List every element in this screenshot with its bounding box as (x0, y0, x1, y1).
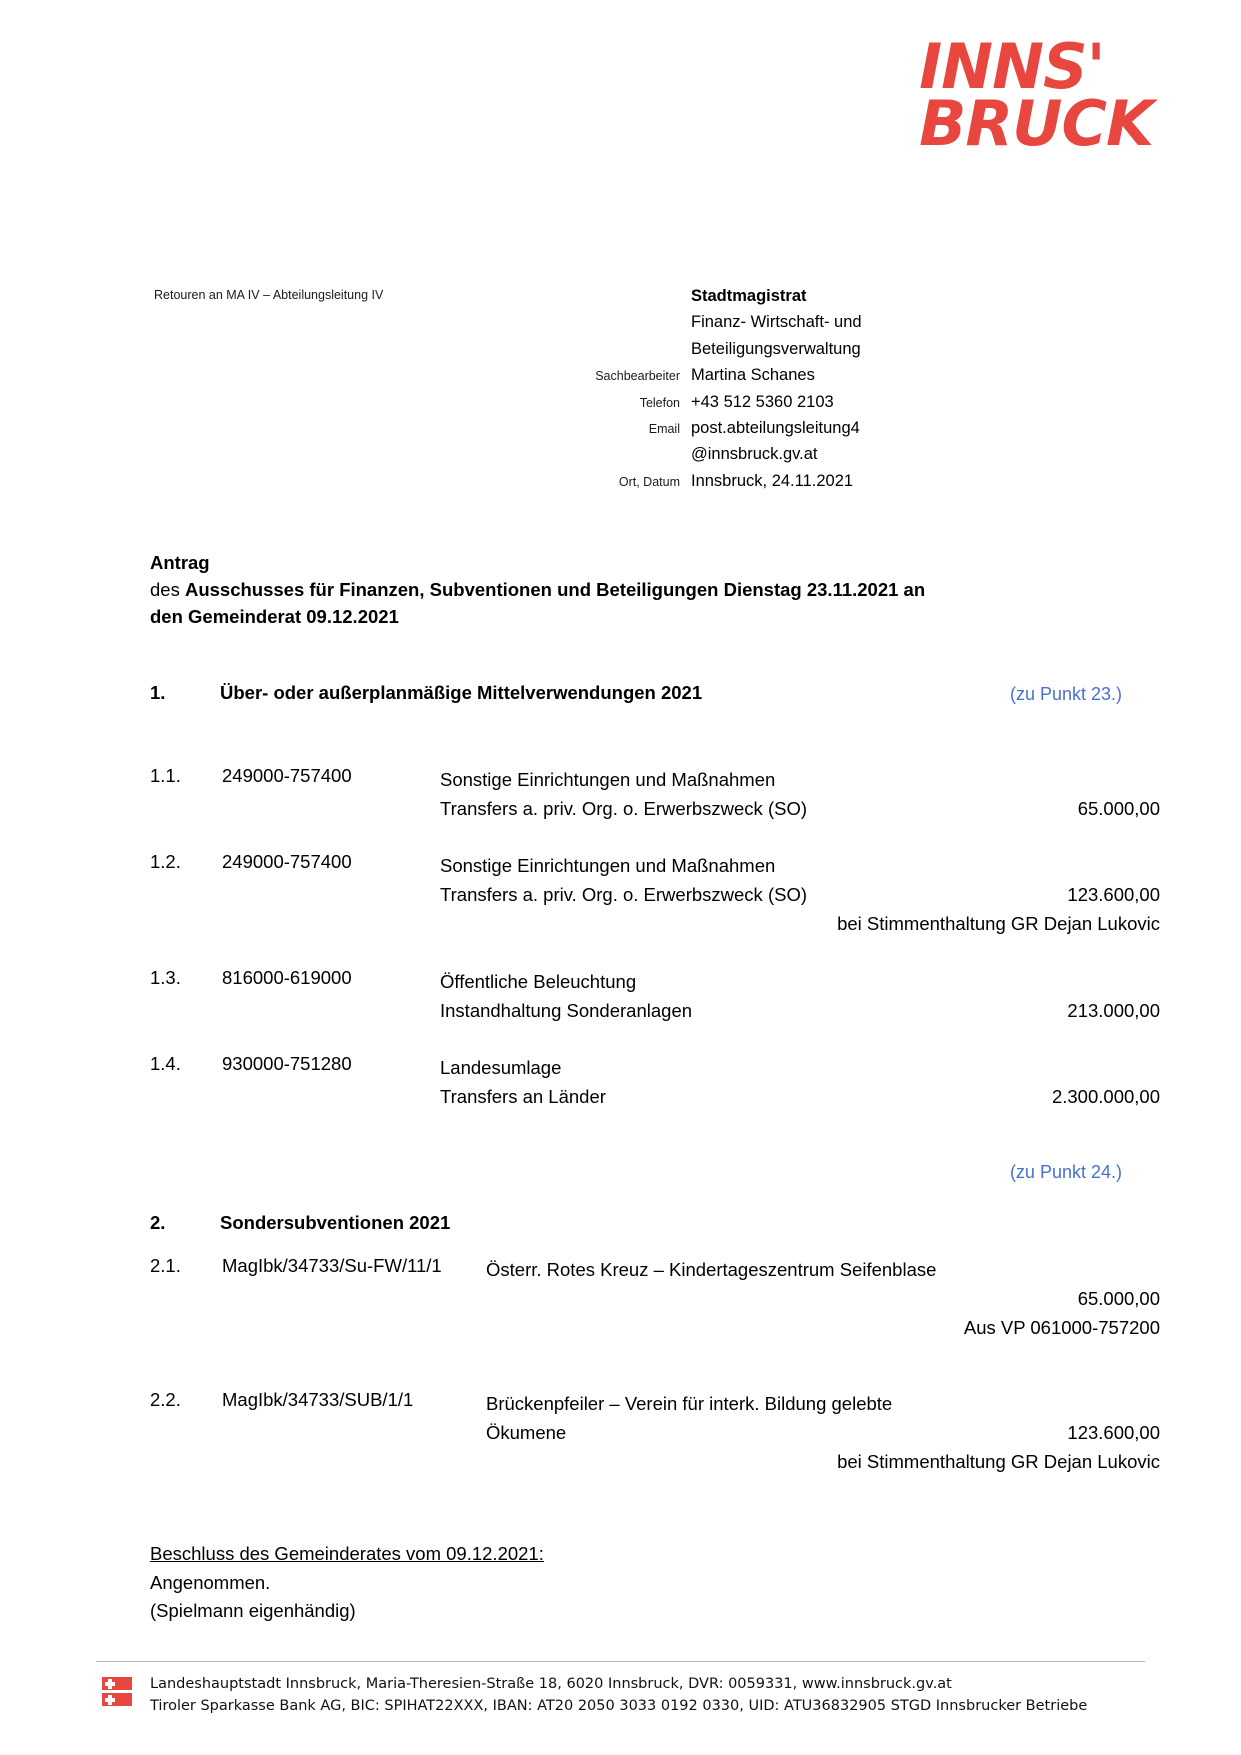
department-line-1: Finanz- Wirtschaft- und (691, 313, 862, 332)
item-desc-2: Transfers a. priv. Org. o. Erwerbszweck (SO) (440, 884, 807, 905)
item-code: 249000-757400 (222, 851, 352, 872)
contact-row-dept-2 (560, 336, 1030, 362)
contact-row-org (560, 283, 1030, 309)
item-index: 2.2. (150, 1389, 181, 1410)
item-line-2 (440, 1082, 1160, 1111)
section-2-reference: (zu Punkt 24.) (1009, 1162, 1122, 1182)
value-telefon: +43 512 5360 2103 (691, 392, 834, 411)
contact-row-dept-1 (560, 309, 1030, 335)
item-body (440, 851, 1160, 938)
item-desc-1: Öffentliche Beleuchtung (440, 971, 637, 992)
page-footer (0, 1661, 1241, 1717)
item-line-2 (440, 794, 1160, 823)
item-note: Aus VP 061000-757200 (963, 1317, 1160, 1338)
contact-row-email (560, 415, 1030, 441)
resolution-heading: Beschluss des Gemeinderates vom 09.12.2021: (150, 1543, 544, 1564)
resolution-block (150, 1540, 544, 1626)
item-amount: 2.300.000,00 (1051, 1086, 1160, 1107)
item-code: MagIbk/34733/SUB/1/1 (222, 1389, 414, 1410)
item-body (486, 1389, 1160, 1476)
item-amount: 123.600,00 (1067, 1422, 1160, 1443)
section-1-heading: Über- oder außerplanmäßige Mittelverwendungen 2021 (220, 682, 703, 703)
section-1 (150, 682, 1160, 710)
return-address-line: Retouren an MA IV – Abteilungsleitung IV (154, 288, 384, 302)
document-title (150, 550, 1150, 630)
section-1-items (150, 765, 1160, 1139)
title-line-1: Antrag (150, 552, 210, 573)
section-1-number: 1. (150, 682, 166, 703)
logo-line-2: BRUCK (919, 87, 1153, 161)
value-email-line-1: post.abteilungsleitung4 (691, 418, 860, 437)
value-email-line-2: @innsbruck.gv.at (691, 445, 818, 464)
organisation-name: Stadtmagistrat (691, 287, 807, 305)
section-2-items (150, 1255, 1160, 1507)
value-ort-datum: Innsbruck, 24.11.2021 (691, 471, 854, 490)
item-note: bei Stimmenthaltung GR Dejan Lukovic (837, 913, 1160, 934)
department-line-2: Beteiligungsverwaltung (691, 339, 861, 358)
item-amount: 65.000,00 (1077, 1288, 1160, 1309)
item-code: 930000-751280 (222, 1053, 352, 1074)
list-item (150, 851, 1160, 943)
footer-line-2: Tiroler Sparkasse Bank AG, BIC: SPIHAT22XXX, IBAN: AT20 2050 3033 0192 0330, UID: ATU36832905 STGD Innsbrucker Betriebe (150, 1698, 1088, 1715)
section-2-heading-row (150, 1212, 1160, 1240)
label-ort-datum: Ort, Datum (618, 474, 680, 489)
item-index: 1.2. (150, 851, 181, 872)
contact-row-telefon (560, 389, 1030, 415)
contact-block (560, 283, 1030, 494)
item-amount: 213.000,00 (1067, 1000, 1160, 1021)
item-line-2 (486, 1418, 1160, 1447)
label-sachbearbeiter: Sachbearbeiter (595, 369, 680, 384)
item-body (440, 967, 1160, 1025)
section-1-heading-row (150, 682, 1160, 710)
item-line-2 (440, 880, 1160, 909)
title-line-3: den Gemeinderat 09.12.2021 (150, 605, 399, 627)
title-line-2 (150, 577, 1150, 604)
item-code: MagIbk/34733/Su-FW/11/1 (222, 1255, 442, 1276)
item-desc-1: Sonstige Einrichtungen und Maßnahmen (440, 855, 776, 876)
item-line-2 (440, 996, 1160, 1025)
item-line-2 (486, 1284, 1160, 1313)
label-telefon: Telefon (639, 395, 680, 410)
item-index: 2.1. (150, 1255, 181, 1276)
item-desc-1: Sonstige Einrichtungen und Maßnahmen (440, 769, 776, 790)
item-desc-2: Ökumene (486, 1422, 567, 1443)
section-2-number: 2. (150, 1212, 166, 1233)
item-desc-1: Brückenpfeiler – Verein für interk. Bildung gelebte (486, 1393, 893, 1414)
innsbruck-logo (919, 30, 1153, 161)
section-1-reference: (zu Punkt 23.) (1010, 684, 1123, 704)
list-item (150, 1255, 1160, 1347)
resolution-line-1: Angenommen. (150, 1571, 271, 1593)
item-desc-2: Transfers an Länder (440, 1086, 606, 1107)
label-email: Email (648, 421, 680, 436)
item-body (440, 1053, 1160, 1111)
contact-row-sachbearbeiter (560, 362, 1030, 388)
contact-row-ort-datum (560, 468, 1030, 494)
footer-text (150, 1673, 1087, 1718)
section-2-heading: Sondersubventionen 2021 (220, 1212, 451, 1233)
list-item (150, 1053, 1160, 1115)
item-code: 249000-757400 (222, 765, 352, 786)
item-desc-2: Transfers a. priv. Org. o. Erwerbszweck (SO) (440, 798, 807, 819)
item-amount: 123.600,00 (1067, 884, 1160, 905)
list-item (150, 967, 1160, 1029)
footer-line-1: Landeshauptstadt Innsbruck, Maria-Theresien-Straße 18, 6020 Innsbruck, DVR: 0059331, www.innsbruck.gv.at (150, 1676, 952, 1692)
item-index: 1.3. (150, 967, 181, 988)
footer-divider (96, 1661, 1145, 1662)
list-item (150, 1389, 1160, 1481)
item-index: 1.1. (150, 765, 181, 786)
item-line-3 (440, 909, 1160, 938)
title-line-2-text: Ausschusses für Finanzen, Subventionen und Beteiligungen Dienstag 23.11.2021 an (184, 578, 926, 600)
logo-line-1: INNS' (919, 30, 1105, 103)
item-desc-2: Instandhaltung Sonderanlagen (440, 1000, 693, 1021)
item-amount: 65.000,00 (1077, 798, 1160, 819)
resolution-line-2: (Spielmann eigenhändig) (150, 1600, 356, 1622)
item-body (440, 765, 1160, 823)
item-line-3 (486, 1313, 1160, 1342)
title-lead: des (150, 578, 185, 600)
item-note: bei Stimmenthaltung GR Dejan Lukovic (837, 1451, 1160, 1472)
value-sachbearbeiter: Martina Schanes (691, 366, 815, 385)
item-line-3 (486, 1447, 1160, 1476)
item-desc-1: Landesumlage (440, 1057, 562, 1078)
item-code: 816000-619000 (222, 967, 352, 988)
item-desc-1: Österr. Rotes Kreuz – Kindertageszentrum Seifenblase (486, 1259, 937, 1280)
contact-row-email-2 (560, 441, 1030, 467)
item-body (486, 1255, 1160, 1342)
coat-of-arms-icon (100, 1675, 134, 1709)
section-2 (150, 1162, 1160, 1240)
list-item (150, 765, 1160, 827)
item-index: 1.4. (150, 1053, 181, 1074)
